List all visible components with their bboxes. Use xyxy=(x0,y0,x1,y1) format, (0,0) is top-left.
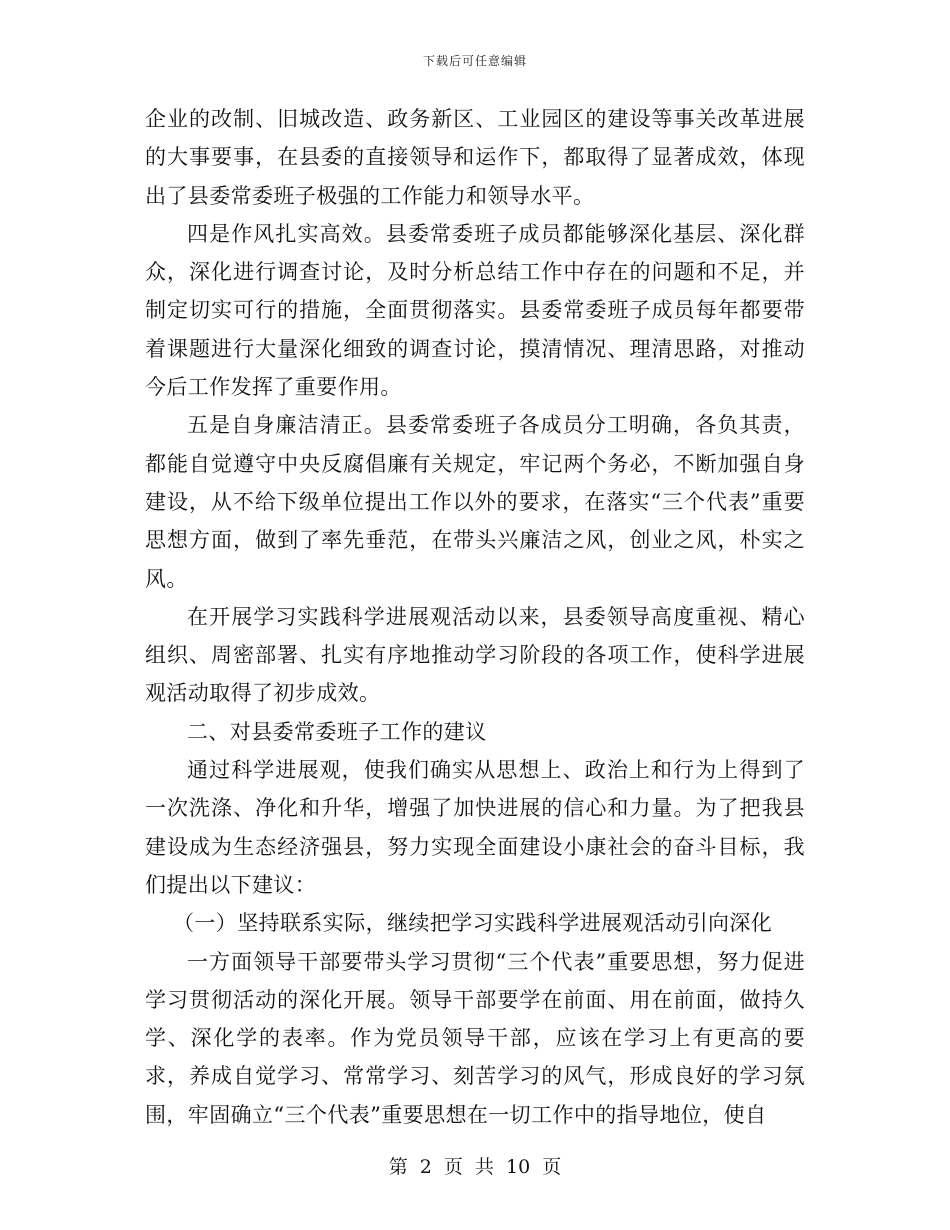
document-body xyxy=(145,100,805,1134)
paragraph-2: 四是作风扎实高效。县委常委班子成员都能够深化基层、深化群众，深化进行调查讨论，及时分析总结工作中存在的问题和不足，并制定切实可行的措施，全面贯彻落实。县委常委班子成员每年都要带着课题进行大量深化细致的调查讨论，摸清情况、理清思路，对推动今后工作发挥了重要作用。 xyxy=(145,221,805,400)
page-number-footer: 第 2 页 共 10 页 xyxy=(388,1156,562,1178)
page-header: 下载后可任意编辑 xyxy=(422,54,527,68)
paragraph-6: 通过科学进展观，使我们确实从思想上、政治上和行为上得到了一次洗涤、净化和升华，增强了加快进展的信心和力量。为了把我县建设成为生态经济强县，努力实现全面建设小康社会的奋斗目标，我们提出以下建议： xyxy=(145,758,805,897)
paragraph-3: 五是自身廉洁清正。县委常委班子各成员分工明确，各负其责，都能自觉遵守中央反腐倡廉有关规定，牢记两个务必，不断加强自身建设，从不给下级单位提出工作以外的要求，在落实“三个代表”重要思想方面，做到了率先垂范，在带头兴廉洁之风，创业之风，朴实之风。 xyxy=(145,413,805,591)
paragraph-4: 在开展学习实践科学进展观活动以来，县委领导高度重视、精心组织、周密部署、扎实有序地推动学习阶段的各项工作，使科学进展观活动取得了初步成效。 xyxy=(145,604,805,706)
paragraph-8: 一方面领导干部要带头学习贯彻“三个代表”重要思想，努力促进学习贯彻活动的深化开展。领导干部要学在前面、用在前面，做持久学、深化学的表率。作为党员领导干部，应该在学习上有更高的要求，养成自觉学习、常常学习、刻苦学习的风气，形成良好的学习氛围，牢固确立“三个代表”重要思想在一切工作中的指导地位，使自 xyxy=(145,949,805,1127)
paragraph-1: 企业的改制、旧城改造、政务新区、工业园区的建设等事关改革进展的大事要事，在县委的直接领导和运作下，都取得了显著成效，体现出了县委常委班子极强的工作能力和领导水平。 xyxy=(145,107,805,208)
section-heading-2: 二、对县委常委班子工作的建议 xyxy=(187,719,487,744)
subsection-heading-1: （一）坚持联系实际，继续把学习实践科学进展观活动引向深化 xyxy=(173,911,773,936)
